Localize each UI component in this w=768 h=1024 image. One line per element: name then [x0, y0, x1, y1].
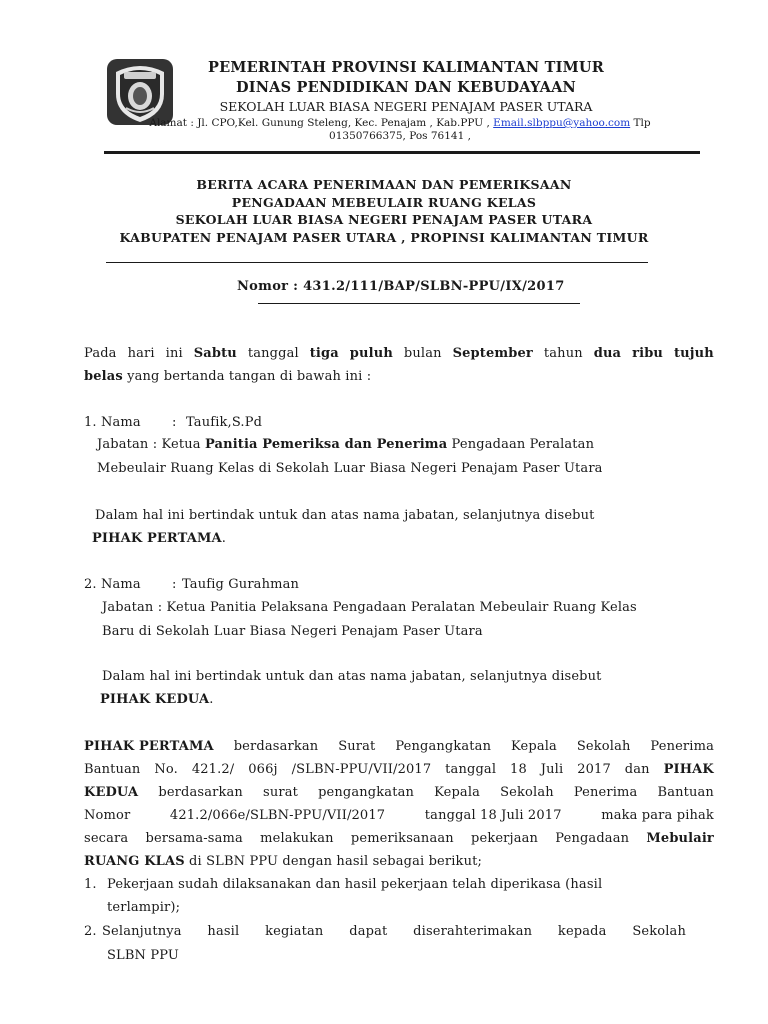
person2-name-label: 2. Nama	[84, 577, 141, 592]
opening-line1	[84, 346, 714, 361]
person1-role-text: Dalam hal ini bertindak untuk dan atas nama jabatan, selanjutnya disebut	[95, 508, 595, 523]
word: diserahterimakan	[413, 924, 533, 939]
word: Nomor	[84, 808, 131, 823]
word: 2017	[577, 762, 611, 777]
word: hari	[127, 346, 155, 361]
word: Sekolah	[632, 924, 686, 939]
word: bulan	[403, 346, 442, 361]
pihak-pertama-label: PIHAK PERTAMA	[84, 739, 214, 754]
provincial-emblem-logo	[106, 58, 174, 126]
address-prefix: Alamat : Jl. CPO,Kel. Gunung Steleng, Kec. Penajam , Kab.PPU ,	[149, 117, 490, 129]
person2-jabatan-line1: Jabatan : Ketua Panitia Pelaksana Pengadaan Peralatan Mebeulair Ruang Kelas	[102, 600, 637, 615]
paragraph-line6	[84, 854, 482, 869]
person2-name-colon: :	[172, 577, 177, 592]
word: 18	[510, 762, 527, 777]
word: /SLBN-PPU/VII/2017	[291, 762, 432, 777]
jabatan-bold: Panitia Pemeriksa dan Penerima	[204, 437, 448, 452]
pihak-kedua-label: PIHAK KEDUA	[100, 692, 210, 707]
word: tanggal	[445, 762, 497, 777]
kedua-label: KEDUA	[84, 785, 139, 800]
role-end: .	[209, 692, 214, 707]
word: maka para pihak	[601, 808, 714, 823]
person1-jabatan-line2: Mebeulair Ruang Kelas di Sekolah Luar Biasa Negeri Penajam Paser Utara	[97, 461, 603, 476]
word: Sekolah	[576, 739, 631, 754]
title-line3: SEKOLAH LUAR BIASA NEGERI PENAJAM PASER UTARA	[175, 212, 593, 227]
person2-name-value: Taufig Gurahman	[182, 577, 300, 592]
word: tahun	[543, 346, 583, 361]
word: hasil	[207, 924, 240, 939]
year-word: ribu	[632, 346, 664, 361]
word: Bantuan	[657, 785, 714, 800]
word: Surat	[338, 739, 376, 754]
title-line1: BERITA ACARA PENERIMAAN DAN PEMERIKSAAN	[196, 177, 572, 192]
word: pengangkatan	[318, 785, 415, 800]
word: secara	[84, 831, 129, 846]
date-word: tiga	[309, 346, 339, 361]
list-item1-line1: Pekerjaan sudah dilaksanakan dan hasil pekerjaan telah diperikasa (hasil	[107, 877, 603, 892]
person2-role-text: Dalam hal ini bertindak untuk dan atas nama jabatan, selanjutnya disebut	[102, 669, 602, 684]
year-word: belas	[84, 369, 123, 384]
person1-name-label: 1. Nama	[84, 415, 141, 430]
year-word: dua	[593, 346, 622, 361]
role-end: .	[221, 531, 227, 546]
word: pemeriksanaan	[350, 831, 454, 846]
title-line4: KABUPATEN PENAJAM PASER UTARA , PROPINSI KALIMANTAN TIMUR	[119, 230, 649, 245]
word: melakukan	[260, 831, 334, 846]
word: dapat	[349, 924, 388, 939]
date-word: puluh	[349, 346, 393, 361]
letterhead-line2: DINAS PENDIDIKAN DAN KEBUDAYAAN	[235, 79, 577, 96]
word: kepada	[557, 924, 607, 939]
opening-rest: yang bertanda tangan di bawah ini :	[122, 369, 372, 384]
person2-role-name	[100, 692, 214, 707]
word: Bantuan	[84, 762, 141, 777]
word: Kepala	[434, 785, 481, 800]
list-item1-line2: terlampir);	[107, 900, 181, 915]
list-item2-line1	[102, 924, 686, 939]
address-line2: 01350766375, Pos 76141 ,	[329, 130, 471, 142]
pihak-label: PIHAK	[663, 762, 714, 777]
paragraph-line5	[84, 831, 714, 846]
word: tanggal	[247, 346, 299, 361]
letterhead-line3: SEKOLAH LUAR BIASA NEGERI PENAJAM PASER UTARA	[219, 99, 593, 114]
word: Penerima	[573, 785, 638, 800]
paragraph-line2	[84, 762, 714, 777]
pihak-pertama-label: PIHAK PERTAMA	[92, 531, 222, 546]
month-name: September	[452, 346, 533, 361]
word: 066j	[248, 762, 278, 777]
letterhead-line1: PEMERINTAH PROVINSI KALIMANTAN TIMUR	[208, 59, 604, 76]
person1-role-name	[92, 531, 226, 546]
number-underline	[258, 303, 580, 304]
word: Pengadaan	[555, 831, 630, 846]
word: 421.2/	[191, 762, 235, 777]
word: tanggal 18 Juli 2017	[424, 808, 562, 823]
day-name: Sabtu	[193, 346, 237, 361]
title-line2: PENGADAAN MEBEULAIR RUANG KELAS	[231, 195, 537, 210]
word: dan	[624, 762, 650, 777]
document-number: Nomor : 431.2/111/BAP/SLBN-PPU/IX/2017	[237, 279, 565, 294]
person1-name-colon: :	[172, 415, 177, 430]
list-item2-line2: SLBN PPU	[107, 948, 180, 963]
year-word: tujuh	[674, 346, 714, 361]
mebulair-label: Mebulair	[646, 831, 714, 846]
paragraph-line3	[84, 785, 714, 800]
word: bersama-sama	[145, 831, 243, 846]
word: kegiatan	[265, 924, 324, 939]
word: ini	[165, 346, 183, 361]
word: No.	[154, 762, 178, 777]
word: berdasarkan	[233, 739, 319, 754]
address-suffix: Tlp	[633, 117, 651, 129]
person1-name-value: Taufik,S.Pd	[186, 415, 263, 430]
word: pekerjaan	[471, 831, 539, 846]
letterhead-address	[100, 117, 700, 143]
paragraph-line4	[84, 808, 714, 823]
list-item2-number: 2.	[84, 924, 97, 939]
word: Pada	[84, 346, 117, 361]
paragraph-line1	[84, 739, 714, 754]
jabatan-prefix: Jabatan : Ketua	[97, 437, 205, 452]
email-link[interactable]: Email.slbppu@yahoo.com	[493, 117, 631, 129]
word: Selanjutnya	[102, 924, 182, 939]
word: berdasarkan	[158, 785, 243, 800]
word: 421.2/066e/SLBN-PPU/VII/2017	[169, 808, 386, 823]
person1-jabatan-line1	[97, 437, 594, 452]
word: Pengangkatan	[395, 739, 492, 754]
paragraph-end: di SLBN PPU dengan hasil sebagai berikut;	[184, 854, 483, 869]
word: Kepala	[511, 739, 557, 754]
word: Juli	[540, 762, 564, 777]
jabatan-suffix: Pengadaan Peralatan	[447, 437, 595, 452]
list-item1-number: 1.	[84, 877, 97, 892]
opening-line2	[84, 369, 371, 384]
letterhead-divider	[104, 151, 700, 154]
title-divider	[106, 262, 648, 263]
word: Sekolah	[500, 785, 554, 800]
word: surat	[263, 785, 298, 800]
person2-jabatan-line2: Baru di Sekolah Luar Biasa Negeri Penajam Paser Utara	[102, 624, 483, 639]
word: Penerima	[650, 739, 714, 754]
ruang-klas-label: RUANG KLAS	[84, 854, 185, 869]
